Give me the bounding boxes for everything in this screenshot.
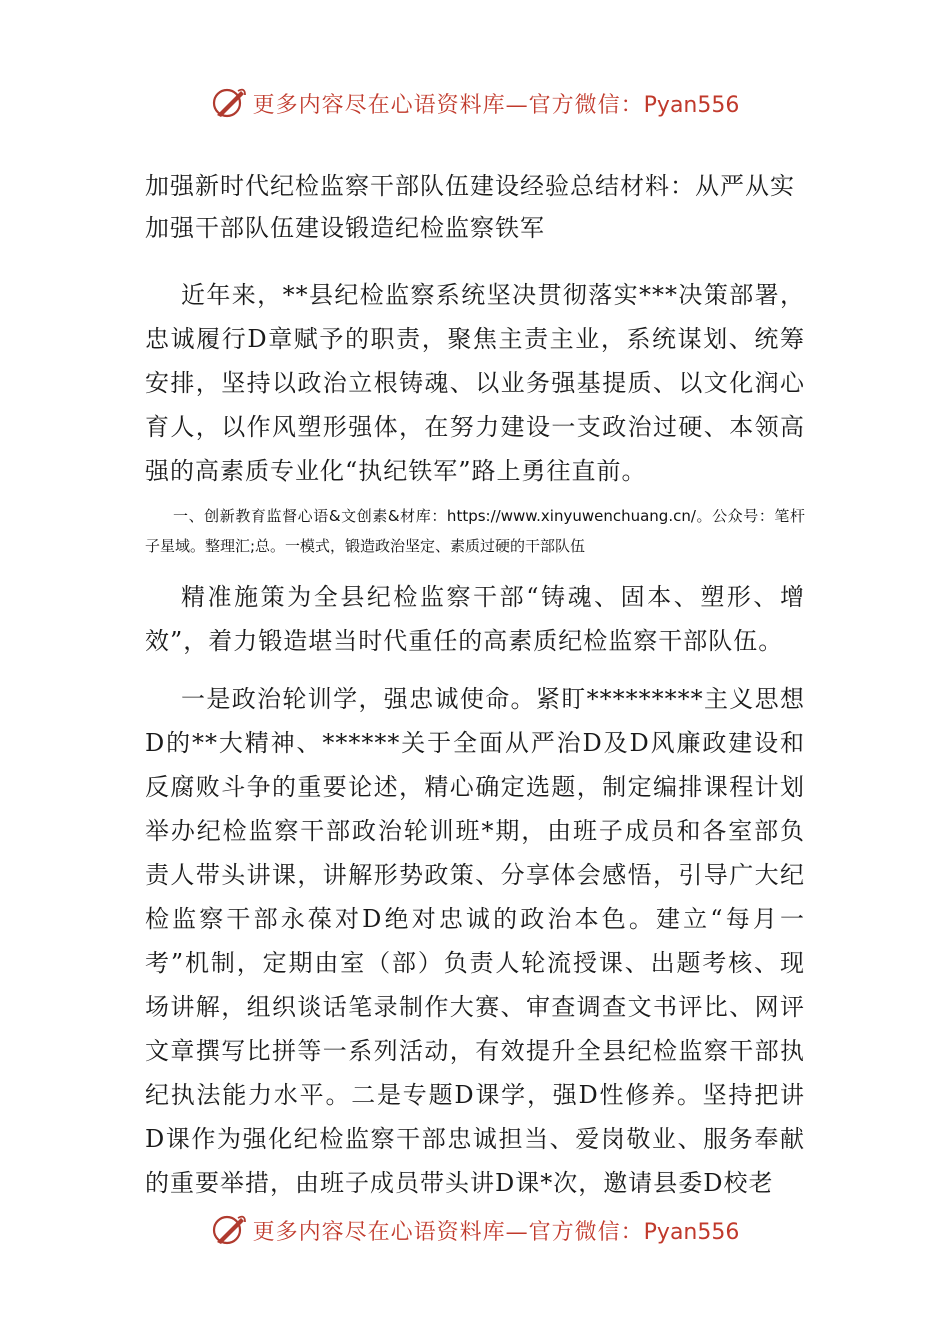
body-paragraph: 一是政治轮训学，强忠诚使命。紧盯*********主义思想D的**大精神、******关于全面从严治D及D风廉政建设和反腐败斗争的重要论述，精心确定选题，制定编排课程计划举办纪检监察干部政治轮训班*期，由班子成员和各室部负责人带头讲课，讲解形势政策、分享体会感悟，引导广大纪检监察干部永葆对D绝对忠诚的政治本色。建立“每月一考”机制，定期由室（部）负责人轮流授课、出题考核、现场讲解，组织谈话笔录制作大赛、审查调查文书评比、网评文章撰写比拼等一系列活动，有效提升全县纪检监察干部执纪执法能力水平。二是专题D课学，强D性修养。坚持把讲D课作为强化纪检监察干部忠诚担当、爱岗敬业、服务奉献的重要举措，由班子成员带头讲D课*次，邀请县委D校老 (145, 685, 805, 1197)
watermark-text: 更多内容尽在心语资料库—官方微信：Pyan556 (252, 92, 740, 118)
wechat-id: Pyan556 (643, 1219, 740, 1245)
document-body (145, 165, 805, 1205)
section-heading: 一、创新教育监督心语&文创素&材库：https://www.xinyuwenchuang.cn/。公众号：笔杆子星域。整理汇;总。一模式，锻造政治坚定、素质过硬的干部队伍 (145, 507, 805, 555)
document-title: 加强新时代纪检监察干部队伍建设经验总结材料：从严从实加强干部队伍建设锻造纪检监察铁军 (145, 172, 795, 242)
watermark-text: 更多内容尽在心语资料库—官方微信：Pyan556 (252, 1219, 740, 1245)
intro-paragraph: 近年来，**县纪检监察系统坚决贯彻落实***决策部署，忠诚履行D章赋予的职责，聚焦主责主业，系统谋划、统筹安排，坚持以政治立根铸魂、以业务强基提质、以文化润心育人，以作风塑形强体，在努力建设一支政治过硬、本领高强的高素质专业化“执纪铁军”路上勇往直前。 (145, 281, 805, 485)
quill-logo-icon (211, 85, 247, 121)
watermark-banner-bottom (0, 1210, 950, 1250)
section-intro-paragraph: 精准施策为全县纪检监察干部“铸魂、固本、塑形、增效”，着力锻造堪当时代重任的高素质纪检监察干部队伍。 (145, 583, 805, 655)
watermark-banner-top (0, 83, 950, 123)
quill-logo-icon (211, 1212, 247, 1248)
wechat-id: Pyan556 (643, 92, 740, 118)
